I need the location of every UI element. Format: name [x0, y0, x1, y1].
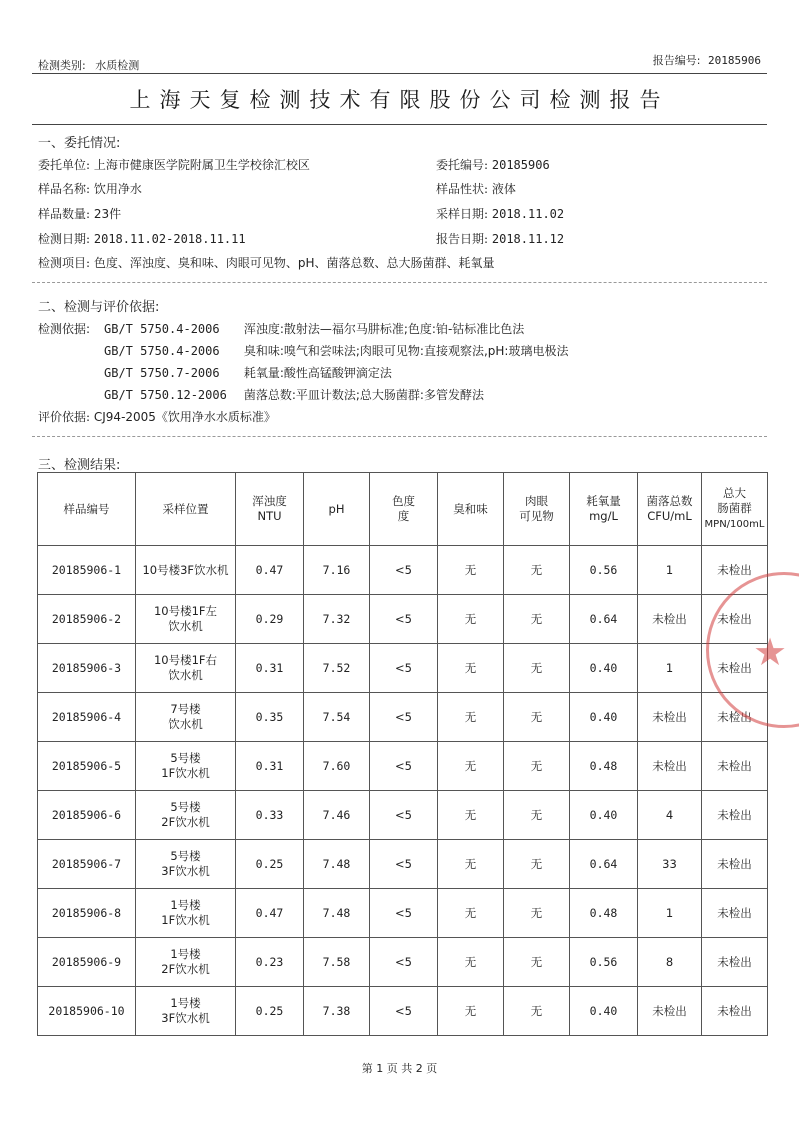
location-line: 5号楼: [170, 849, 201, 863]
column-header: [304, 473, 370, 546]
client-row: [38, 156, 310, 173]
table-header-row: [38, 473, 768, 546]
turbidity-cell: 0.23: [236, 938, 304, 987]
location-line: 3F饮水机: [161, 1011, 210, 1025]
visible-matter-cell: 无: [504, 987, 570, 1036]
report-number-label: 报告编号:: [652, 54, 701, 67]
location-line: 5号楼: [170, 751, 201, 765]
location-line: 1号楼: [170, 996, 201, 1010]
column-header-line: 可见物: [519, 509, 554, 523]
location-cell: [136, 938, 236, 987]
chroma-cell: <5: [370, 693, 438, 742]
odor-cell: 无: [438, 840, 504, 889]
coliform-cell: 未检出: [702, 742, 768, 791]
sample-id-cell: 20185906-8: [38, 889, 136, 938]
odor-cell: 无: [438, 742, 504, 791]
visible-matter-cell: 无: [504, 693, 570, 742]
test-date-label: 检测日期:: [38, 232, 91, 246]
location-cell: [136, 987, 236, 1036]
test-category-value: 水质检测: [95, 59, 140, 72]
basis-standard: GB/T 5750.4-2006: [104, 344, 220, 358]
section1-heading: 一、委托情况:: [38, 136, 121, 151]
ph-cell: 7.48: [304, 889, 370, 938]
column-header: [702, 473, 768, 546]
turbidity-cell: 0.35: [236, 693, 304, 742]
report-date-label: 报告日期:: [436, 232, 489, 246]
report-number: [653, 52, 761, 68]
turbidity-cell: 0.31: [236, 644, 304, 693]
table-row: [38, 987, 768, 1036]
location-line: 10号楼1F右: [153, 653, 218, 667]
coliform-cell: 未检出: [702, 938, 768, 987]
sample-id-cell: 20185906-10: [38, 987, 136, 1036]
column-header-line: 耗氧量: [586, 494, 621, 508]
column-header: [570, 473, 638, 546]
location-line: 7号楼: [170, 702, 201, 716]
sample-name-value: 饮用净水: [93, 182, 142, 196]
location-line: 1号楼: [170, 898, 201, 912]
location-cell: [136, 546, 236, 595]
report-date-value: 2018.11.12: [491, 232, 565, 246]
test-items-row: [38, 254, 495, 271]
location-cell: [136, 840, 236, 889]
report-title: 上海天复检测技术有限股份公司检测报告: [129, 88, 670, 112]
colony-count-cell: 未检出: [638, 742, 702, 791]
sample-state-value: 液体: [491, 182, 516, 196]
coliform-cell: 未检出: [702, 693, 768, 742]
sample-id-cell: 20185906-4: [38, 693, 136, 742]
column-header-line: pH: [328, 501, 345, 516]
odor-cell: 无: [438, 938, 504, 987]
test-items-value: 色度、浑浊度、臭和味、肉眼可见物、pH、菌落总数、总大肠菌群、耗氧量: [93, 256, 495, 270]
column-header-line: NTU: [257, 509, 282, 523]
location-line: 饮水机: [168, 619, 203, 633]
location-cell: [136, 791, 236, 840]
sample-id-cell: 20185906-7: [38, 840, 136, 889]
table-row: [38, 595, 768, 644]
oxygen-consumption-cell: 0.40: [570, 791, 638, 840]
sample-qty-label: 样品数量:: [38, 207, 91, 221]
column-header: [236, 473, 304, 546]
header-rule-bottom: [32, 124, 767, 125]
chroma-cell: <5: [370, 791, 438, 840]
report-number-value: 20185906: [708, 54, 761, 67]
location-line: 3F饮水机: [161, 864, 210, 878]
evaluation-label: 评价依据:: [38, 410, 91, 424]
evaluation-row: [38, 408, 276, 425]
results-table: [37, 472, 768, 1036]
column-header-line: 肠菌群: [717, 501, 752, 515]
column-header: [638, 473, 702, 546]
commission-no-label: 委托编号:: [436, 158, 489, 172]
visible-matter-cell: 无: [504, 546, 570, 595]
visible-matter-cell: 无: [504, 742, 570, 791]
location-cell: [136, 889, 236, 938]
ph-cell: 7.54: [304, 693, 370, 742]
turbidity-cell: 0.47: [236, 889, 304, 938]
section-divider: [32, 282, 767, 283]
basis-label: 检测依据:: [38, 322, 91, 336]
sample-qty-row: [38, 205, 121, 222]
column-header: [438, 473, 504, 546]
coliform-cell: 未检出: [702, 791, 768, 840]
report-date-row: [436, 230, 564, 247]
location-line: 1F饮水机: [161, 913, 210, 927]
coliform-cell: 未检出: [702, 987, 768, 1036]
colony-count-cell: 1: [638, 889, 702, 938]
sampling-date-row: [436, 205, 564, 222]
chroma-cell: <5: [370, 840, 438, 889]
visible-matter-cell: 无: [504, 644, 570, 693]
column-header: [38, 473, 136, 546]
sample-id-cell: 20185906-5: [38, 742, 136, 791]
location-cell: [136, 693, 236, 742]
location-line: 5号楼: [170, 800, 201, 814]
visible-matter-cell: 无: [504, 595, 570, 644]
colony-count-cell: 8: [638, 938, 702, 987]
colony-count-cell: 4: [638, 791, 702, 840]
column-header-line: 臭和味: [453, 501, 488, 516]
oxygen-consumption-cell: 0.56: [570, 938, 638, 987]
sample-id-cell: 20185906-6: [38, 791, 136, 840]
sampling-date-label: 采样日期:: [436, 207, 489, 221]
turbidity-cell: 0.31: [236, 742, 304, 791]
column-header-line: mg/L: [589, 509, 618, 523]
oxygen-consumption-cell: 0.64: [570, 840, 638, 889]
table-row: [38, 889, 768, 938]
oxygen-consumption-cell: 0.48: [570, 742, 638, 791]
chroma-cell: <5: [370, 595, 438, 644]
section3-heading: 三、检测结果:: [38, 458, 121, 473]
sample-id-cell: 20185906-2: [38, 595, 136, 644]
colony-count-cell: 1: [638, 644, 702, 693]
odor-cell: 无: [438, 791, 504, 840]
sample-name-label: 样品名称:: [38, 182, 91, 196]
odor-cell: 无: [438, 987, 504, 1036]
colony-count-cell: 33: [638, 840, 702, 889]
section-divider: [32, 436, 767, 437]
oxygen-consumption-cell: 0.48: [570, 889, 638, 938]
chroma-cell: <5: [370, 938, 438, 987]
location-line: 10号楼1F左: [153, 604, 218, 618]
sample-state-label: 样品性状:: [436, 182, 489, 196]
colony-count-cell: 1: [638, 546, 702, 595]
commission-no-row: [436, 156, 550, 173]
oxygen-consumption-cell: 0.64: [570, 595, 638, 644]
column-header-line: 总大: [723, 486, 746, 500]
odor-cell: 无: [438, 644, 504, 693]
basis-description: 菌落总数:平皿计数法;总大肠菌群:多管发酵法: [243, 388, 484, 402]
evaluation-value: CJ94-2005《饮用净水水质标准》: [93, 410, 276, 424]
commission-no-value: 20185906: [491, 158, 550, 172]
column-header-line: 采样位置: [162, 501, 209, 516]
sample-state-row: [436, 180, 516, 197]
coliform-cell: 未检出: [702, 546, 768, 595]
location-line: 2F饮水机: [161, 962, 210, 976]
column-header: [504, 473, 570, 546]
ph-cell: 7.46: [304, 791, 370, 840]
oxygen-consumption-cell: 0.40: [570, 987, 638, 1036]
column-header-line: MPN/100mL: [704, 519, 765, 530]
test-items-label: 检测项目:: [38, 256, 91, 270]
turbidity-cell: 0.25: [236, 840, 304, 889]
location-line: 饮水机: [168, 668, 203, 682]
basis-description: 臭和味:嗅气和尝味法;肉眼可见物:直接观察法,pH:玻璃电极法: [243, 344, 569, 358]
sample-qty-value: 23件: [93, 207, 122, 221]
ph-cell: 7.38: [304, 987, 370, 1036]
test-date-value: 2018.11.02-2018.11.11: [93, 232, 246, 246]
basis-standard: GB/T 5750.7-2006: [104, 366, 220, 380]
location-cell: [136, 595, 236, 644]
table-row: [38, 742, 768, 791]
test-category-label: 检测类别:: [38, 59, 86, 72]
location-line: 10号楼3F饮水机: [142, 562, 229, 577]
ph-cell: 7.32: [304, 595, 370, 644]
oxygen-consumption-cell: 0.56: [570, 546, 638, 595]
basis-description: 浑浊度:散射法—福尔马肼标准;色度:铂-钴标准比色法: [243, 322, 525, 336]
oxygen-consumption-cell: 0.40: [570, 693, 638, 742]
section2-heading: 二、检测与评价依据:: [38, 300, 160, 315]
odor-cell: 无: [438, 889, 504, 938]
table-row: [38, 938, 768, 987]
visible-matter-cell: 无: [504, 791, 570, 840]
table-row: [38, 791, 768, 840]
sample-name-row: [38, 180, 142, 197]
column-header-line: 度: [397, 509, 410, 523]
chroma-cell: <5: [370, 546, 438, 595]
coliform-cell: 未检出: [702, 595, 768, 644]
basis-description: 耗氧量:酸性高锰酸钾滴定法: [243, 366, 392, 380]
oxygen-consumption-cell: 0.40: [570, 644, 638, 693]
colony-count-cell: 未检出: [638, 987, 702, 1036]
test-date-row: [38, 230, 246, 247]
visible-matter-cell: 无: [504, 840, 570, 889]
odor-cell: 无: [438, 546, 504, 595]
star-icon: ★: [753, 630, 788, 674]
odor-cell: 无: [438, 693, 504, 742]
location-line: 2F饮水机: [161, 815, 210, 829]
column-header-line: 样品编号: [63, 501, 110, 516]
table-row: [38, 693, 768, 742]
coliform-cell: 未检出: [702, 840, 768, 889]
chroma-cell: <5: [370, 742, 438, 791]
column-header-line: 色度: [392, 494, 415, 508]
location-line: 饮水机: [168, 717, 203, 731]
location-line: 1号楼: [170, 947, 201, 961]
column-header-line: 菌落总数: [646, 494, 693, 508]
sample-id-cell: 20185906-3: [38, 644, 136, 693]
colony-count-cell: 未检出: [638, 595, 702, 644]
turbidity-cell: 0.25: [236, 987, 304, 1036]
page-footer: 第 1 页 共 2 页: [361, 1062, 438, 1075]
basis-line: [104, 320, 524, 337]
turbidity-cell: 0.29: [236, 595, 304, 644]
sample-id-cell: 20185906-9: [38, 938, 136, 987]
client-value: 上海市健康医学院附属卫生学校徐汇校区: [93, 158, 310, 172]
location-cell: [136, 644, 236, 693]
column-header-line: 浑浊度: [252, 494, 287, 508]
ph-cell: 7.16: [304, 546, 370, 595]
chroma-cell: <5: [370, 644, 438, 693]
ph-cell: 7.48: [304, 840, 370, 889]
visible-matter-cell: 无: [504, 889, 570, 938]
ph-cell: 7.60: [304, 742, 370, 791]
odor-cell: 无: [438, 595, 504, 644]
basis-line: [104, 386, 484, 403]
chroma-cell: <5: [370, 987, 438, 1036]
colony-count-cell: 未检出: [638, 693, 702, 742]
table-row: [38, 644, 768, 693]
column-header: [370, 473, 438, 546]
table-row: [38, 840, 768, 889]
sample-id-cell: 20185906-1: [38, 546, 136, 595]
table-row: [38, 546, 768, 595]
sampling-date-value: 2018.11.02: [491, 207, 565, 221]
column-header-line: CFU/mL: [647, 509, 692, 523]
basis-line: [104, 342, 568, 359]
ph-cell: 7.52: [304, 644, 370, 693]
coliform-cell: 未检出: [702, 644, 768, 693]
test-category: [38, 57, 139, 73]
turbidity-cell: 0.47: [236, 546, 304, 595]
visible-matter-cell: 无: [504, 938, 570, 987]
column-header: [136, 473, 236, 546]
header-rule-top: [32, 73, 767, 74]
location-cell: [136, 742, 236, 791]
basis-standard: GB/T 5750.4-2006: [104, 322, 220, 336]
column-header-line: 肉眼: [525, 494, 548, 508]
ph-cell: 7.58: [304, 938, 370, 987]
turbidity-cell: 0.33: [236, 791, 304, 840]
client-label: 委托单位:: [38, 158, 91, 172]
chroma-cell: <5: [370, 889, 438, 938]
coliform-cell: 未检出: [702, 889, 768, 938]
location-line: 1F饮水机: [161, 766, 210, 780]
basis-line: [104, 364, 392, 381]
basis-standard: GB/T 5750.12-2006: [104, 388, 227, 402]
